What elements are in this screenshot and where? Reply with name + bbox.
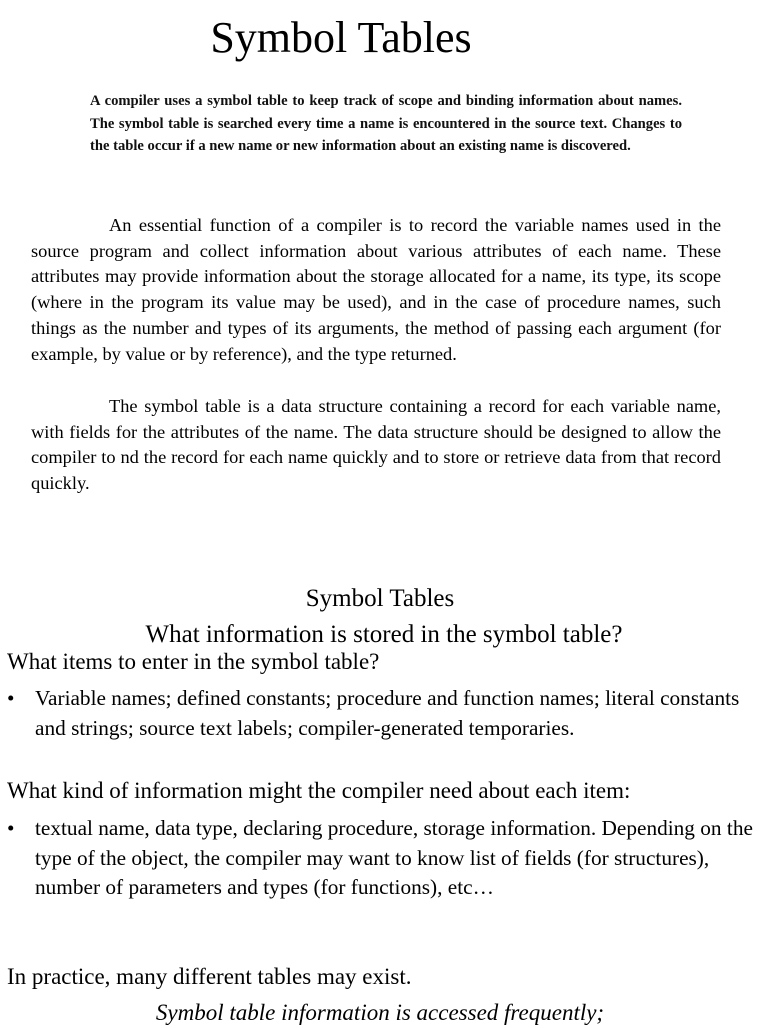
question-kind-of-information: What kind of information might the compiler need about each item: (7, 778, 631, 803)
bullet-item-kinds (7, 684, 762, 743)
scanned-quote-excerpt: A compiler uses a symbol table to keep track of scope and binding information about names. The symbol table is searched every time a name is encountered in the source text. Changes to the table occur if a new name or new information about an existing name is discovered. (90, 93, 682, 154)
page-title: Symbol Tables (210, 13, 472, 62)
paragraph-essential-function: An essential function of a compiler is to record the variable names used in the source program and collect information about various attributes of each name. These attributes may provide information about the storage allocated for a name, its type, its scope (where in the program its value may be used), and in the case of procedure names, such things as the number and types of its arguments, the method of passing each argument (for example, by value or by reference), and the type returned. (31, 215, 721, 364)
paragraph-data-structure: The symbol table is a data structure containing a record for each variable name, with fields for the attributes of the name. The data structure should be designed to allow the compiler to nd the record for each name quickly and to store or retrieve data from that record quickly. (31, 396, 721, 494)
emphasis-note: Symbol table information is accessed frequently; (155, 1000, 605, 1025)
bullet-dot: • (7, 816, 15, 840)
question-items-to-enter: What items to enter in the symbol table? (7, 649, 380, 674)
bullet-dot: • (7, 686, 15, 710)
bullet-item-kinds-text: Variable names; defined constants; procedure and function names; literal constants and strings; source text labels; compiler-generated temporaries. (35, 686, 740, 740)
bullet-item-information-text: textual name, data type, declaring procedure, storage information. Depending on the type of the object, the compiler may want to know list of fields (for structures), number of parameters and types (for functions), etc… (35, 816, 753, 899)
practice-note: In practice, many different tables may exist. (7, 964, 412, 989)
slide-title: Symbol Tables (305, 585, 455, 612)
bullet-item-information (7, 814, 762, 903)
slide-subtitle: What information is stored in the symbol table? (145, 621, 623, 648)
